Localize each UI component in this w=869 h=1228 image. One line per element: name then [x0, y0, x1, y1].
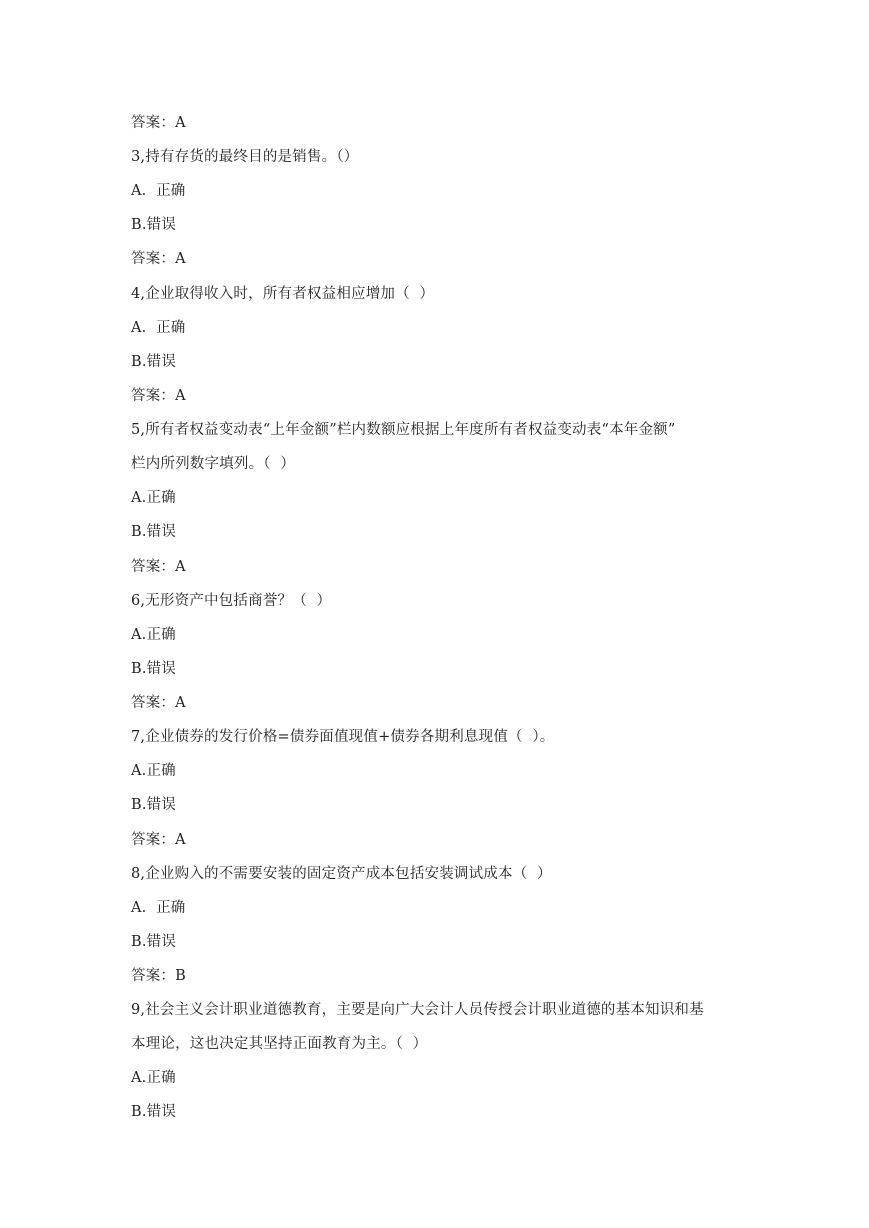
question-6: 6,无形资产中包括商誉？（ ） — [131, 593, 332, 609]
answer-q7: 答案：A — [131, 832, 186, 848]
option-a-q7: A.正确 — [131, 763, 176, 779]
option-b-q4: B.错误 — [131, 354, 177, 370]
question-7: 7,企业债券的发行价格=债券面值现值+债券各期利息现值（ ）。 — [131, 729, 555, 745]
answer-q2: 答案：A — [131, 115, 186, 131]
option-b-q7: B.错误 — [131, 797, 177, 813]
question-9-line-2: 本理论，这也决定其坚持正面教育为主。（ ） — [131, 1036, 428, 1052]
option-a-q4: A. 正确 — [131, 320, 186, 336]
option-b-q8: B.错误 — [131, 934, 177, 950]
option-b-q5: B.错误 — [131, 524, 177, 540]
option-a-q5: A.正确 — [131, 490, 176, 506]
question-4: 4,企业取得收入时，所有者权益相应增加（ ） — [131, 286, 435, 302]
answer-q6: 答案：A — [131, 695, 186, 711]
option-a-q9: A.正确 — [131, 1070, 176, 1086]
question-5-line-1: 5,所有者权益变动表“上年金额”栏内数额应根据上年度所有者权益变动表“本年金额” — [131, 422, 676, 438]
answer-q4: 答案：A — [131, 388, 186, 404]
option-b-q9: B.错误 — [131, 1104, 177, 1120]
answer-q5: 答案：A — [131, 559, 186, 575]
question-5-line-2: 栏内所列数字填列。（ ） — [131, 456, 296, 472]
question-3: 3,持有存货的最终目的是销售。（） — [131, 149, 359, 165]
answer-q8: 答案：B — [131, 968, 186, 984]
question-9-line-1: 9,社会主义会计职业道德教育，主要是向广大会计人员传授会计职业道德的基本知识和基 — [131, 1002, 704, 1018]
question-8: 8,企业购入的不需要安装的固定资产成本包括安装调试成本（ ） — [131, 866, 552, 882]
option-b-q6: B.错误 — [131, 661, 177, 677]
option-b-q3: B.错误 — [131, 217, 177, 233]
option-a-q8: A. 正确 — [131, 900, 186, 916]
option-a-q6: A.正确 — [131, 627, 176, 643]
answer-q3: 答案：A — [131, 251, 186, 267]
option-a-q3: A. 正确 — [131, 183, 186, 199]
